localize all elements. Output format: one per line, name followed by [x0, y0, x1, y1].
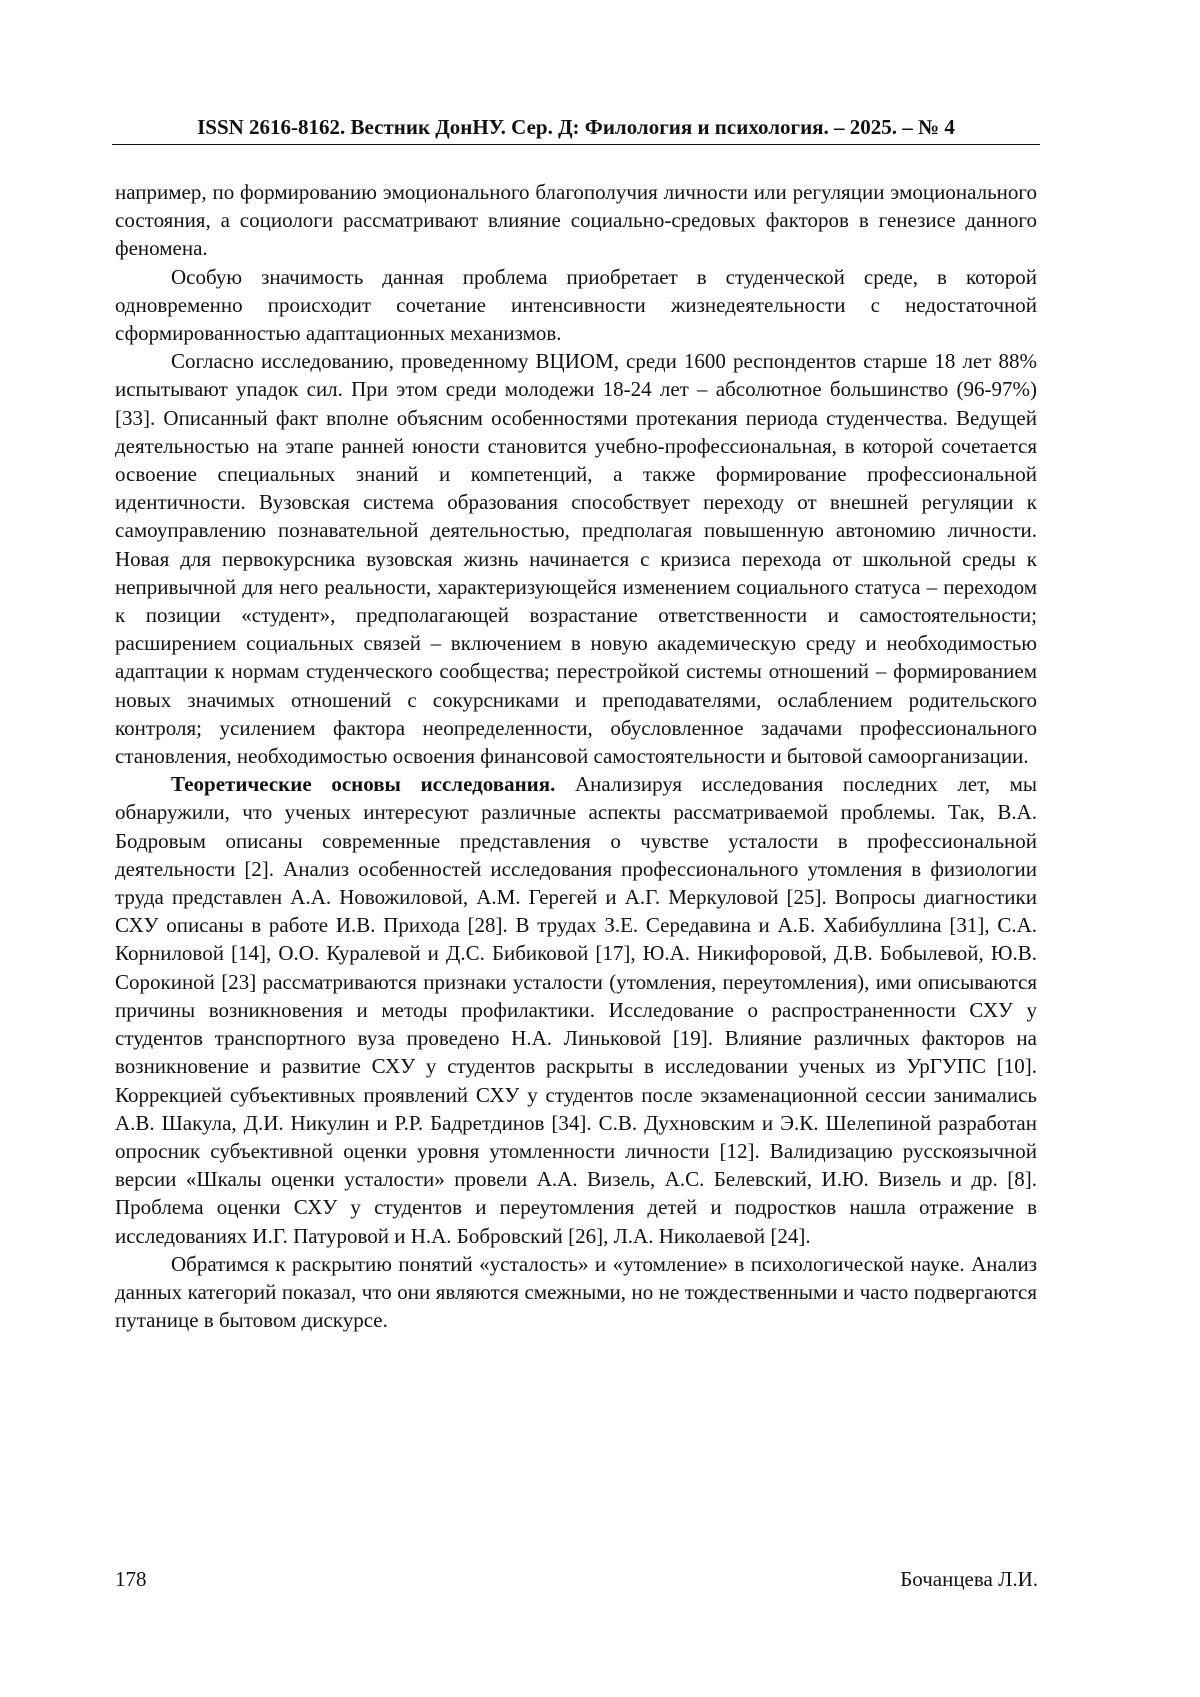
paragraph-continuation: например, по формированию эмоционального благополучия личности или регуляции эмоционального состояния, а социологи рассматривают влияние социально-средовых факторов в генезисе данного феномена. — [115, 180, 1037, 261]
section-heading: Теоретические основы исследования. — [171, 772, 556, 797]
paragraph: Согласно исследованию, проведенному ВЦИОМ, среди 1600 респондентов старше 18 лет 88% испытывают упадок сил. При этом среди молодежи 18-24 лет – абсолютное большинство (96-97%) [33]. Описанный факт вполне объясним особенностями протекания периода студенчества. Ведущей деятельностью на этапе ранней юности становится учебно-профессиональная, в которой сочетается освоение специальных знаний и компетенций, а также формирование профессиональной идентичности. Вузовская система образования способствует переходу от внешней регуляции к самоуправлению познавательной деятельностью, предполагая повышенную автономию личности. Новая для первокурсника вузовская жизнь начинается с кризиса перехода от школьной среды к непривычной для него реальности, характеризующейся изменением социального статуса – переходом к позиции «студент», предполагающей возрастание ответственности и самостоятельности; расширением социальных связей – включением в новую академическую среду и необходимостью адаптации к нормам студенческого сообщества; перестройкой системы отношений – формированием новых значимых отношений с сокурсниками и преподавателями, ослаблением родительского контроля; усилением фактора неопределенности, обусловленное задачами профессионального становления, необходимостью освоения финансовой самостоятельности и бытовой самоорганизации. — [115, 349, 1037, 769]
author-name: Бочанцева Л.И. — [900, 1567, 1038, 1591]
paragraph-with-heading — [115, 770, 1037, 1249]
page-number: 178 — [115, 1567, 147, 1591]
paragraph-text: Анализируя исследования последних лет, мы обнаружили, что ученых интересуют различные аспекты рассматриваемой проблемы. Так, В.А. Бодровым описаны современные представления о чувстве усталости в профессиональной деятельности [2]. Анализ особенностей исследования профессионального утомления в физиологии труда представлен А.А. Новожиловой, А.М. Герегей и А.Г. Меркуловой [25]. Вопросы диагностики СХУ описаны в работе И.В. Прихода [28]. В трудах З.Е. Середавина и А.Б. Хабибуллина [31], С.А. Корниловой [14], О.О. Куралевой и Д.С. Бибиковой [17], Ю.А. Никифоровой, Д.В. Бобылевой, Ю.В. Сорокиной [23] рассматриваются признаки усталости (утомления, переутомления), ими описываются причины возникновения и методы профилактики. Исследование о распространенности СХУ у студентов транспортного вуза проведено Н.А. Линьковой [19]. Влияние различных факторов на возникновение и развитие СХУ у студентов раскрыты в исследовании ученых из УрГУПС [10]. Коррекцией субъективных проявлений СХУ у студентов после экзаменационной сессии занимались А.В. Шакула, Д.И. Никулин и Р.Р. Бадретдинов [34]. С.В. Духновским и Э.К. Шелепиной разработан опросник субъективной оценки уровня утомленности личности [12]. Валидизацию русскоязычной версии «Шкалы оценки усталости» провели А.А. Визель, А.С. Белевский, И.Ю. Визель и др. [8]. Проблема оценки СХУ у студентов и переутомления детей и подростков нашла отражение в исследованиях И.Г. Патуровой и Н.А. Бобровский [26], Л.А. Николаевой [24]. — [115, 772, 1037, 1248]
article-body — [115, 178, 1037, 1334]
paragraph: Особую значимость данная проблема приобретает в студенческой среде, в которой одновременно происходит сочетание интенсивности жизнедеятельности с недостаточной сформированностью адаптационных механизмов. — [115, 264, 1037, 346]
paragraph: Обратимся к раскрытию понятий «усталость» и «утомление» в психологической науке. Анализ данных категорий показал, что они являются смежными, но не тождественными и часто подвергаются путанице в бытовом дискурсе. — [115, 1251, 1037, 1333]
running-header: ISSN 2616-8162. Вестник ДонНУ. Сер. Д: Филология и психология. – 2025. – № 4 — [112, 114, 1040, 145]
